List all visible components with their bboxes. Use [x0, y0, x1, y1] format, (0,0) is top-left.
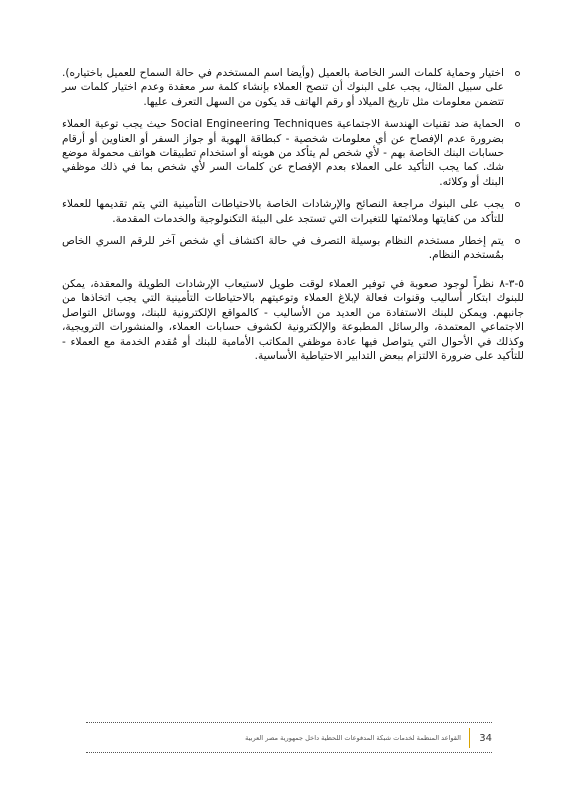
bullet-item-review-guidance [62, 197, 524, 226]
circle-bullet-icon [515, 202, 520, 207]
bullet-item-social-engineering [62, 117, 524, 189]
footer-top-divider [86, 722, 492, 723]
bullet-item-password-protection [62, 66, 524, 109]
circle-bullet-icon [515, 239, 520, 244]
bullet-text: اختيار وحماية كلمات السر الخاصة بالعميل (وأيضا اسم المستخدم في حالة السماح للعميل باختياره). على سبيل المثال، يجب على البنوك أن تنصح العملاء بإنشاء كلمة سر معقدة وعدم اختيار كلمات سر تتضمن معلومات مثل تاريخ الميلاد أو رقم الهاتف قد يكون من السهل التعرف عليها. [62, 67, 504, 108]
section-paragraph-5-3-8: ٥-٣-٨ نظراً لوجود صعوبة في توفير العملاء لوقت طويل لاستيعاب الإرشادات الطويلة والمعقدة، يمكن للبنوك ابتكار أساليب وقنوات فعالة لإبلاغ العملاء وتوعيتهم بالاحتياطات التأمينية التي يجب اتخاذها من جانبهم. ويمكن للبنك الاستفادة من العديد من الأساليب - كالمواقع الإلكترونية للبنك، ووسائل التواصل الاجتماعي المعتمدة، والرسائل المطبوعة والإلكترونية لكشوف حسابات العملاء، والمنشورات الترويجية، وكذلك في الأحوال التي يتواصل فيها عادة موظفي المكاتب الأمامية للبنك أو مُقدم الخدمة مع العملاء - للتأكيد على ضرورة الالتزام ببعض التدابير الاحتياطية الأساسية. [62, 277, 524, 362]
footer-document-title: القواعد المنظمة لخدمات شبكة المدفوعات اللحظية داخل جمهورية مصر العربية [245, 734, 461, 742]
page-footer [86, 727, 492, 749]
footer-bottom-divider [86, 752, 492, 753]
bullet-text: الحماية ضد تقنيات الهندسة الاجتماعية Social Engineering Techniques حيث يجب توعية العملاء بضرورة عدم الإفصاح عن أي معلومات شخصية - كبطاقة الهوية أو جواز السفر أو العناوين أو أرقام حسابات البنك الخاصة بهم - لأي شخص لم يتأكد من هويته أو استخدام تطبيقات هواتف محمولة موضع شك. كما يجب التأكيد على العملاء بعدم الإفصاح عن كلمات السر لأي شخص بما في ذلك موظفي البنك أو وكلائه. [62, 118, 504, 188]
footer-separator [469, 728, 470, 748]
bullet-text: يتم إخطار مستخدم النظام بوسيلة التصرف في حالة اكتشاف أي شخص آخر للرقم السري الخاص بمُستخدم النظام. [62, 235, 504, 262]
bullet-list [62, 66, 524, 263]
bullet-text: يجب على البنوك مراجعة النصائح والإرشادات الخاصة بالاحتياطات التأمينية التي يتم تقديمها للعملاء للتأكد من كفايتها وملائمتها للتغيرات التي تستجد على البيئة التكنولوجية والخدمات المقدمة. [62, 198, 504, 225]
body-content [62, 66, 524, 374]
circle-bullet-icon [515, 122, 520, 127]
circle-bullet-icon [515, 71, 520, 76]
page-number: 34 [479, 732, 492, 744]
bullet-item-user-notification [62, 234, 524, 263]
